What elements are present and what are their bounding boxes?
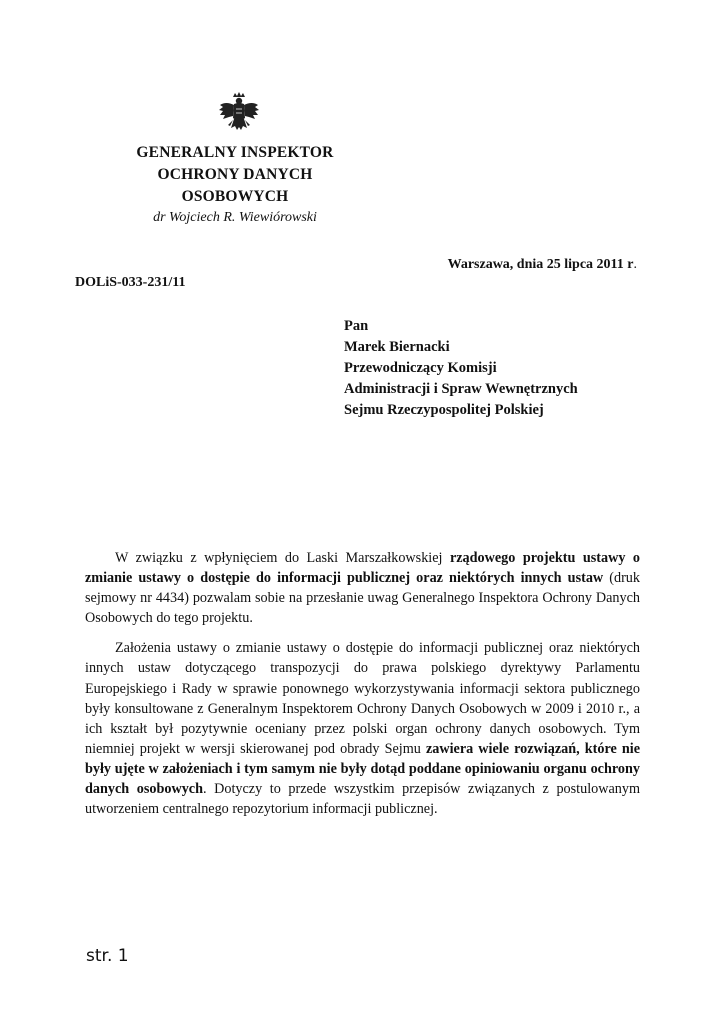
p1-bold-project-title: rządowego projektu ustawy o zmianie ustawy o dostępie do informacji publicznej oraz niektórych innych ustaw: [85, 550, 641, 587]
addressee-line-4: Administracji i Spraw Wewnętrznych: [344, 381, 578, 397]
date-end-mark: .: [633, 257, 637, 272]
addressee-line-5: Sejmu Rzeczypospolitej Polskiej: [344, 402, 544, 418]
letterhead: [100, 142, 370, 228]
date-text: Warszawa, dnia 25 lipca 2011 r: [447, 257, 634, 272]
p2-bold-statement: zawiera wiele rozwiązań, które nie były ujęte w założeniach i tym samym nie były dotąd poddane opiniowaniu organu ochrony danych osobowych: [85, 740, 640, 798]
body-paragraph-2: [85, 638, 640, 819]
inspector-name: dr Wojciech R. Wiewiórowski: [153, 210, 317, 225]
addressee-line-3: Przewodniczący Komisji: [344, 360, 497, 376]
p1-text-c: (druk sejmowy nr 4434) pozwalam sobie na przesłanie uwag Generalnego Inspektora Ochrony Danych Osobowych do tego projektu.: [85, 570, 640, 627]
polish-eagle-emblem-icon: [218, 92, 260, 138]
addressee-line-1: Pan: [344, 318, 369, 334]
letterhead-title-line-3: OSOBOWYCH: [181, 188, 289, 205]
reference-number: DOLiS-033-231/11: [75, 275, 186, 290]
body-paragraph-1: [85, 548, 640, 628]
addressee-line-2: Marek Biernacki: [344, 339, 450, 355]
p1-text-a: W związku z wpłynięciem do Laski Marszałkowskiej: [115, 550, 450, 566]
p2-text-a: Założenia ustawy o zmianie ustawy o dostępie do informacji publicznej oraz niektórych innych ustaw dotyczącego transpozycji do prawa polskiego dyrektywy Parlamentu Europejskiego i Rady w sprawie ponownego wykorzystywania informacji sektora publicznego były konsultowane z Generalnym Inspektorem Ochrony Danych Osobowych w 2009 i 2010 r., a ich kształt był pozytywnie oceniany przez polski organ ochrony danych osobowych. Tym niemniej projekt w wersji skierowanej pod obrady Sejmu: [85, 640, 640, 757]
addressee-block: [344, 316, 578, 421]
p2-text-c: . Dotyczy to przede wszystkim przepisów związanych z postulowanym utworzeniem centralnego repozytorium informacji publicznej.: [85, 781, 640, 818]
letterhead-title-line-2: OCHRONY DANYCH: [157, 166, 313, 183]
letterhead-title-line-1: GENERALNY INSPEKTOR: [136, 144, 334, 161]
letter-body: [85, 548, 640, 829]
eagle-emblem-graphic: [218, 92, 260, 138]
place-and-date: [448, 257, 637, 273]
page-number: str. 1: [86, 946, 129, 966]
